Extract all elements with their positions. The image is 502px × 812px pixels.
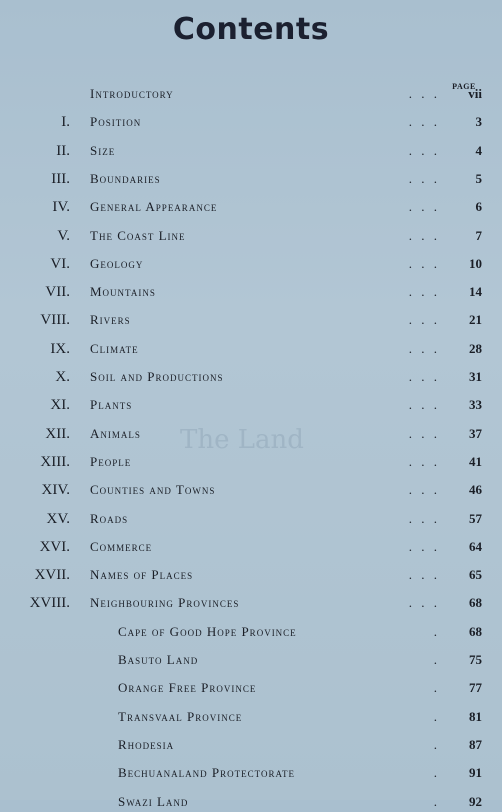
page-column-header: PAGE — [452, 82, 476, 91]
chapter-number: V. — [57, 227, 70, 244]
chapter-number: XIII. — [40, 453, 70, 470]
page-number: 37 — [469, 425, 482, 441]
chapter-number: XIV. — [41, 482, 70, 499]
toc-entry — [0, 707, 502, 727]
leader-dots: . . . — [408, 312, 440, 328]
chapter-title: Commerce — [90, 538, 153, 554]
toc-entry — [0, 339, 502, 359]
chapter-title: Rivers — [90, 312, 131, 328]
chapter-number: VII. — [45, 284, 70, 301]
leader-dots: . . . — [408, 510, 440, 526]
page-number: 81 — [469, 708, 482, 724]
page-number: 10 — [469, 255, 482, 271]
page-number: 7 — [475, 227, 482, 243]
toc-entry — [0, 141, 502, 161]
chapter-title: Roads — [90, 510, 129, 526]
chapter-title: Transvaal Province — [118, 708, 243, 724]
chapter-title: Position — [90, 114, 142, 130]
chapter-title: Boundaries — [90, 170, 161, 186]
leader-dots: . . . — [408, 538, 440, 554]
page-number: 65 — [469, 567, 482, 583]
chapter-title: Cape of Good Hope Province — [118, 623, 297, 639]
toc-entry — [0, 282, 502, 302]
chapter-title: Basuto Land — [118, 652, 199, 667]
chapter-title: Introductory — [90, 86, 174, 101]
toc-entry — [0, 254, 502, 274]
page-number: 68 — [469, 623, 482, 639]
chapter-title: Size — [90, 142, 116, 158]
chapter-number: XVIII. — [29, 595, 70, 612]
page-number: 57 — [469, 510, 482, 526]
toc-entry — [0, 763, 502, 783]
leader-dots: . . . — [408, 199, 440, 215]
page-number: 21 — [469, 312, 482, 328]
leader-dots: . . . — [408, 453, 440, 469]
page-number: 68 — [469, 595, 482, 611]
leader-dots: . — [433, 736, 440, 752]
chapter-title: Climate — [90, 340, 139, 356]
toc-entry — [0, 593, 502, 613]
page-number: 33 — [469, 397, 482, 413]
chapter-title: Geology — [90, 255, 144, 271]
watermark-text: The Land — [180, 425, 304, 455]
toc-entry — [0, 452, 502, 472]
chapter-title: General Appearance — [90, 199, 218, 215]
toc-entry — [0, 480, 502, 500]
page-number: 91 — [469, 765, 482, 781]
leader-dots: . . . — [408, 255, 440, 271]
toc-entry — [0, 537, 502, 557]
toc-entry — [0, 650, 502, 670]
page-number: 6 — [475, 199, 482, 215]
page-number: 64 — [469, 538, 482, 554]
chapter-number: XI. — [50, 397, 70, 414]
leader-dots: . . . — [408, 482, 440, 498]
page-number: 4 — [475, 142, 482, 158]
chapter-title: Names of Places — [90, 567, 194, 583]
toc-entry — [0, 226, 502, 246]
chapter-title: Soil and Productions — [90, 369, 224, 384]
page-number: 14 — [469, 284, 482, 300]
page-number: 3 — [475, 114, 482, 130]
toc-entry — [0, 622, 502, 642]
chapter-number: XVII. — [34, 567, 70, 584]
chapter-title: Plants — [90, 397, 133, 413]
chapter-number: XVI. — [39, 538, 70, 555]
leader-dots: . . . — [408, 284, 440, 300]
page-title: Contents — [172, 12, 330, 47]
leader-dots: . . . — [408, 567, 440, 583]
leader-dots: . — [433, 652, 440, 667]
toc-entry — [0, 395, 502, 415]
leader-dots: . . . — [408, 114, 440, 130]
leader-dots: . — [433, 623, 440, 639]
page-number: 28 — [469, 340, 482, 356]
chapter-title: People — [90, 453, 132, 469]
leader-dots: . . . — [408, 142, 440, 158]
toc-entry — [0, 84, 502, 104]
leader-dots: . . . — [408, 170, 440, 186]
chapter-number: III. — [51, 170, 70, 187]
leader-dots: . — [433, 793, 440, 809]
chapter-title: Counties and Towns — [90, 482, 216, 498]
toc-entry — [0, 565, 502, 585]
toc-entry — [0, 169, 502, 189]
page-number: vii — [468, 86, 482, 101]
chapter-title: Swazi Land — [118, 793, 189, 809]
chapter-number: IV. — [52, 199, 70, 216]
leader-dots: . . . — [408, 397, 440, 413]
page-number: 75 — [469, 652, 482, 667]
chapter-number: X. — [55, 369, 70, 385]
toc-entry — [0, 792, 502, 812]
page-number: 31 — [469, 369, 482, 384]
page-number: 41 — [469, 453, 482, 469]
chapter-number: XV. — [46, 510, 70, 527]
leader-dots: . . . — [408, 227, 440, 243]
chapter-title: The Coast Line — [90, 227, 186, 243]
chapter-title: Bechuanaland Protectorate — [118, 765, 295, 781]
leader-dots: . — [433, 765, 440, 781]
page-number: 92 — [469, 793, 482, 809]
chapter-number: VIII. — [40, 312, 70, 329]
chapter-title: Rhodesia — [118, 736, 175, 752]
chapter-number: VI. — [50, 255, 70, 272]
toc-entry — [0, 424, 502, 444]
leader-dots: . . . — [408, 369, 440, 384]
toc-entry — [0, 310, 502, 330]
toc-entry — [0, 509, 502, 529]
toc-entry — [0, 197, 502, 217]
toc-entry — [0, 112, 502, 132]
leader-dots: . — [433, 680, 440, 696]
toc-entry — [0, 367, 502, 387]
chapter-title: Mountains — [90, 284, 156, 300]
toc-entry — [0, 735, 502, 755]
chapter-title: Orange Free Province — [118, 680, 257, 696]
leader-dots: . . . — [408, 425, 440, 441]
toc-entry — [0, 678, 502, 698]
page-number: 77 — [469, 680, 482, 696]
chapter-title: Neighbouring Provinces — [90, 595, 240, 611]
leader-dots: . . . — [408, 86, 440, 101]
leader-dots: . . . — [408, 340, 440, 356]
leader-dots: . . . — [408, 595, 440, 611]
chapter-number: IX. — [50, 340, 70, 357]
leader-dots: . — [433, 708, 440, 724]
page-number: 87 — [469, 736, 482, 752]
chapter-number: XII. — [45, 425, 70, 442]
chapter-number: I. — [61, 114, 70, 131]
chapter-title: Animals — [90, 425, 141, 441]
page-number: 5 — [475, 170, 482, 186]
page-number: 46 — [469, 482, 482, 498]
chapter-number: II. — [56, 142, 70, 159]
